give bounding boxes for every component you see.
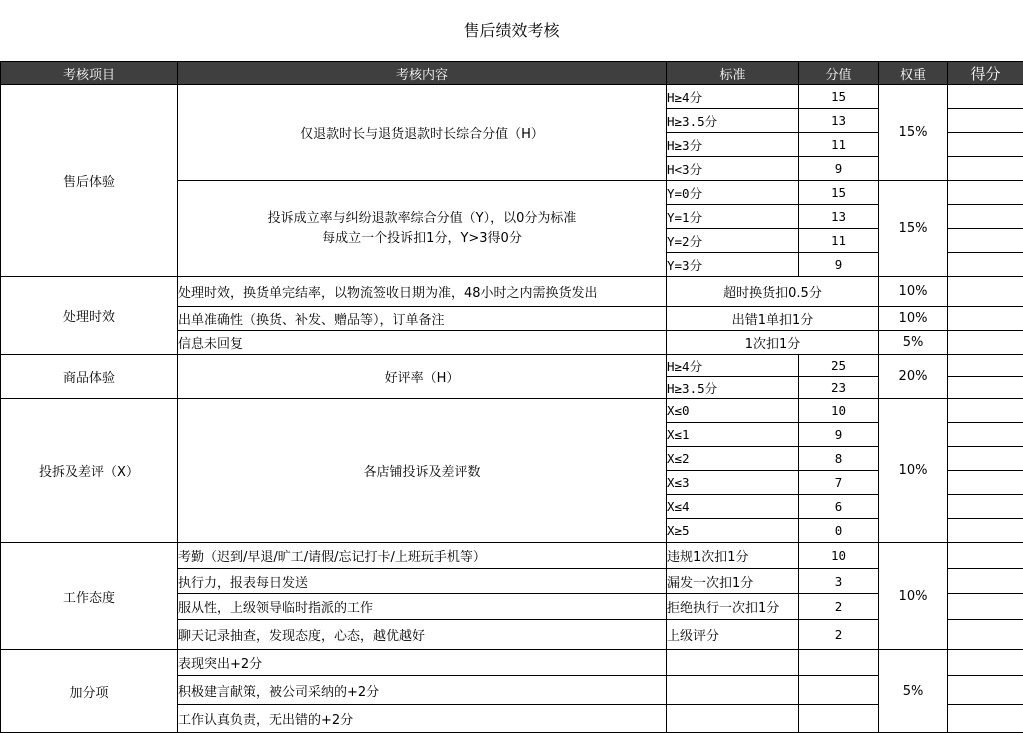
score-cell[interactable] [948, 495, 1023, 519]
points-cell[interactable]: 10 [799, 543, 879, 569]
content-cell[interactable]: 考勤（迟到/早退/旷工/请假/忘记打卡/上班玩手机等） [178, 543, 667, 569]
content-complaint[interactable] [178, 181, 667, 277]
content-complaint-line2: 每成立一个投诉扣1分，Y>3得0分 [322, 230, 522, 246]
points-cell[interactable]: 2 [799, 594, 879, 620]
points-cell[interactable]: 15 [799, 181, 879, 205]
points-cell[interactable]: 3 [799, 569, 879, 594]
content-cell[interactable]: 服从性，上级领导临时指派的工作 [178, 594, 667, 620]
standard-cell[interactable] [667, 676, 799, 705]
score-cell[interactable] [948, 133, 1023, 157]
points-cell[interactable]: 10 [799, 399, 879, 423]
points-cell[interactable]: 9 [799, 253, 879, 277]
score-cell[interactable] [948, 377, 1023, 399]
score-cell[interactable] [948, 205, 1023, 229]
standard-cell[interactable]: 违规1次扣1分 [667, 543, 799, 569]
standard-cell[interactable]: Y=0分 [667, 181, 799, 205]
standard-cell[interactable]: H≥3分 [667, 133, 799, 157]
standard-cell[interactable]: 超时换货扣0.5分 [667, 277, 879, 307]
points-cell[interactable]: 11 [799, 133, 879, 157]
standard-cell[interactable]: 出错1单扣1分 [667, 307, 879, 331]
standard-cell[interactable]: 1次扣1分 [667, 331, 879, 355]
table-row [1, 543, 1023, 569]
weight-product[interactable]: 20% [879, 355, 948, 399]
table-row [1, 277, 1023, 307]
content-refund[interactable]: 仅退款时长与退货退款时长综合分值（H） [178, 85, 667, 181]
weight-bonus[interactable]: 5% [879, 650, 948, 733]
header-standard[interactable]: 标准 [667, 62, 799, 85]
standard-cell[interactable] [667, 705, 799, 733]
score-cell[interactable] [948, 676, 1023, 705]
score-cell[interactable] [948, 447, 1023, 471]
standard-cell[interactable]: X≤4 [667, 495, 799, 519]
points-cell[interactable]: 9 [799, 157, 879, 181]
weight-refund[interactable]: 15% [879, 85, 948, 181]
content-complaints[interactable]: 各店铺投诉及差评数 [178, 399, 667, 543]
content-cell[interactable]: 表现突出+2分 [178, 650, 667, 676]
score-cell[interactable] [948, 519, 1023, 543]
points-cell[interactable]: 9 [799, 423, 879, 447]
content-cell[interactable]: 聊天记录抽查，发现态度，心态，越优越好 [178, 620, 667, 650]
points-cell[interactable]: 23 [799, 377, 879, 399]
weight-cell[interactable]: 5% [879, 331, 948, 355]
table-row [1, 399, 1023, 423]
points-cell[interactable]: 8 [799, 447, 879, 471]
score-cell[interactable] [948, 620, 1023, 650]
header-row [1, 62, 1023, 85]
category-timeliness[interactable]: 处理时效 [1, 277, 178, 355]
weight-attitude[interactable]: 10% [879, 543, 948, 650]
score-cell[interactable] [948, 569, 1023, 594]
sheet-title: 售后绩效考核 [463, 21, 560, 40]
table-row [1, 650, 1023, 676]
content-cell[interactable]: 积极建言献策，被公司采纳的+2分 [178, 676, 667, 705]
content-cell[interactable]: 执行力，报表每日发送 [178, 569, 667, 594]
points-cell[interactable]: 13 [799, 109, 879, 133]
points-cell[interactable]: 6 [799, 495, 879, 519]
score-cell[interactable] [948, 181, 1023, 205]
content-cell[interactable]: 信息未回复 [178, 331, 667, 355]
content-cell[interactable]: 处理时效，换货单完结率，以物流签收日期为准，48小时之内需换货发出 [178, 277, 667, 307]
score-cell[interactable] [948, 423, 1023, 447]
points-cell[interactable]: 13 [799, 205, 879, 229]
standard-cell[interactable]: Y=2分 [667, 229, 799, 253]
standard-cell[interactable]: H≥3.5分 [667, 109, 799, 133]
score-cell[interactable] [948, 594, 1023, 620]
score-cell[interactable] [948, 399, 1023, 423]
score-cell[interactable] [948, 331, 1023, 355]
points-cell[interactable] [799, 650, 879, 676]
weight-complaints[interactable]: 10% [879, 399, 948, 543]
standard-cell[interactable]: X≤3 [667, 471, 799, 495]
header-item[interactable]: 考核项目 [1, 62, 178, 85]
header-points[interactable]: 分值 [799, 62, 879, 85]
score-cell[interactable] [948, 471, 1023, 495]
category-bonus[interactable]: 加分项 [1, 650, 178, 733]
standard-cell[interactable]: H≥3.5分 [667, 377, 799, 399]
score-cell[interactable] [948, 277, 1023, 307]
category-complaints[interactable]: 投拆及差评（X） [1, 399, 178, 543]
standard-cell[interactable]: X≤2 [667, 447, 799, 471]
score-cell[interactable] [948, 307, 1023, 331]
score-cell[interactable] [948, 650, 1023, 676]
content-cell[interactable]: 工作认真负责，无出错的+2分 [178, 705, 667, 733]
standard-cell[interactable]: 拒绝执行一次扣1分 [667, 594, 799, 620]
standard-cell[interactable]: 上级评分 [667, 620, 799, 650]
standard-cell[interactable]: H≥4分 [667, 85, 799, 109]
header-score[interactable]: 得分 [948, 62, 1023, 85]
points-cell[interactable]: 0 [799, 519, 879, 543]
standard-cell[interactable] [667, 650, 799, 676]
score-cell[interactable] [948, 157, 1023, 181]
weight-complaint[interactable]: 15% [879, 181, 948, 277]
points-cell[interactable]: 2 [799, 620, 879, 650]
header-weight[interactable]: 权重 [879, 62, 948, 85]
score-cell[interactable] [948, 543, 1023, 569]
table-row [1, 355, 1023, 377]
standard-cell[interactable]: X≤1 [667, 423, 799, 447]
table-row [1, 85, 1023, 109]
score-cell[interactable] [948, 705, 1023, 733]
points-cell[interactable] [799, 676, 879, 705]
standard-cell[interactable]: H<3分 [667, 157, 799, 181]
points-cell[interactable]: 7 [799, 471, 879, 495]
performance-table [0, 61, 1023, 733]
points-cell[interactable]: 11 [799, 229, 879, 253]
standard-cell[interactable]: X≥5 [667, 519, 799, 543]
points-cell[interactable]: 15 [799, 85, 879, 109]
points-cell[interactable] [799, 705, 879, 733]
standard-cell[interactable]: Y=3分 [667, 253, 799, 277]
points-cell[interactable]: 25 [799, 355, 879, 377]
standard-cell[interactable]: X≤0 [667, 399, 799, 423]
score-cell[interactable] [948, 109, 1023, 133]
category-product[interactable]: 商品体验 [1, 355, 178, 399]
weight-cell[interactable]: 10% [879, 307, 948, 331]
content-product[interactable]: 好评率（H） [178, 355, 667, 399]
score-cell[interactable] [948, 229, 1023, 253]
score-cell[interactable] [948, 85, 1023, 109]
weight-cell[interactable]: 10% [879, 277, 948, 307]
standard-cell[interactable]: Y=1分 [667, 205, 799, 229]
category-attitude[interactable]: 工作态度 [1, 543, 178, 650]
content-cell[interactable]: 出单准确性（换货、补发、赠品等），订单备注 [178, 307, 667, 331]
score-cell[interactable] [948, 253, 1023, 277]
standard-cell[interactable]: 漏发一次扣1分 [667, 569, 799, 594]
standard-cell[interactable]: H≥4分 [667, 355, 799, 377]
header-content[interactable]: 考核内容 [178, 62, 667, 85]
content-complaint-line1: 投诉成立率与纠纷退款率综合分值（Y），以0分为标准 [267, 210, 577, 226]
score-cell[interactable] [948, 355, 1023, 377]
category-aftersale[interactable]: 售后体验 [1, 85, 178, 277]
